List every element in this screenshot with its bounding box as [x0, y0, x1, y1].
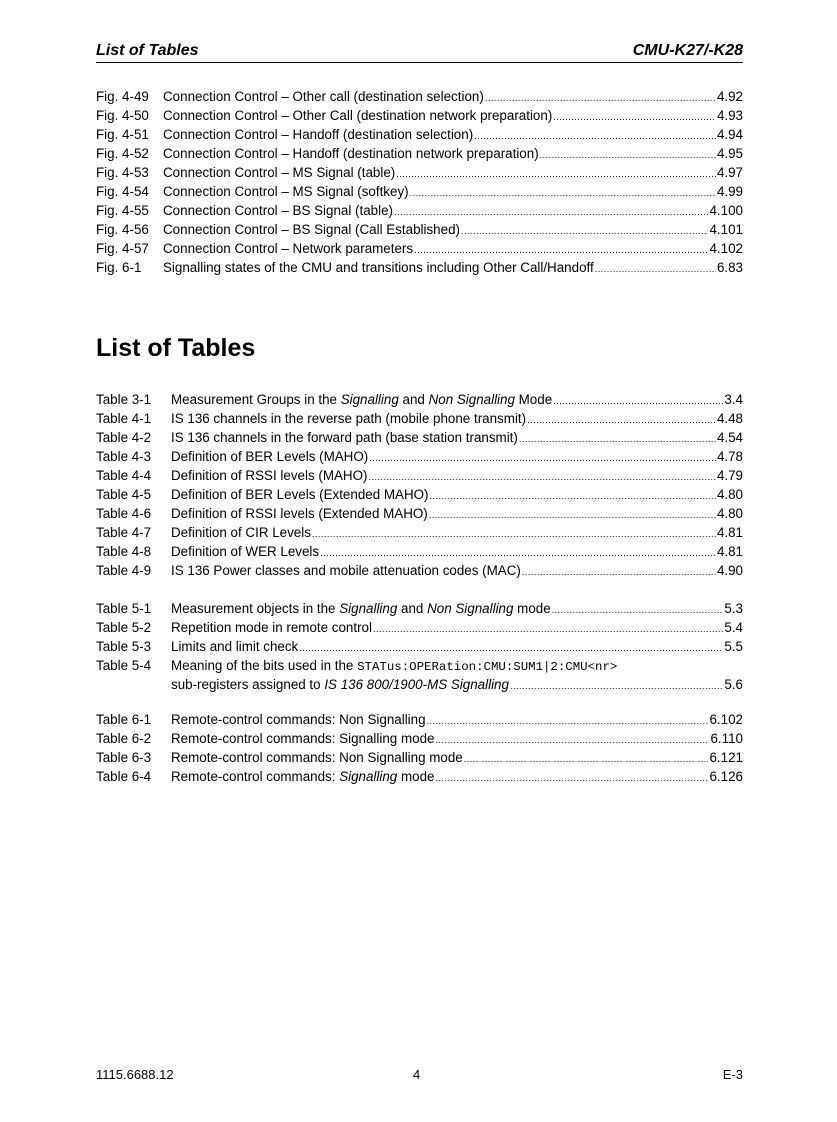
toc-entry[interactable] — [96, 390, 743, 409]
toc-page: 4.81 — [716, 544, 743, 559]
toc-entry[interactable] — [96, 542, 743, 561]
toc-entry[interactable] — [96, 409, 743, 428]
toc-page: 5.3 — [724, 601, 743, 616]
table-list-group-1 — [96, 390, 743, 580]
toc-entry[interactable] — [96, 125, 743, 144]
toc-page: 4.94 — [716, 127, 743, 142]
toc-label: Fig. 4-53 — [96, 165, 149, 180]
toc-title: Connection Control – BS Signal (table) — [163, 203, 394, 218]
toc-label: Table 6-4 — [96, 769, 152, 784]
edition: E-3 — [722, 1067, 743, 1082]
toc-label: Table 4-5 — [96, 487, 152, 502]
toc-page: 4.93 — [716, 108, 743, 123]
toc-entry[interactable] — [96, 599, 743, 618]
toc-title: Definition of BER Levels (Extended MAHO) — [171, 487, 429, 502]
toc-entry[interactable] — [96, 729, 743, 748]
toc-page: 4.92 — [716, 89, 743, 104]
toc-title: Remote-control commands: Non Signalling mode — [171, 750, 463, 765]
toc-title: Limits and limit check — [171, 639, 299, 654]
toc-entry[interactable] — [96, 201, 743, 220]
toc-entry[interactable] — [96, 618, 743, 637]
toc-title: Remote-control commands: Non Signalling — [171, 712, 426, 727]
toc-label: Table 4-4 — [96, 468, 152, 483]
toc-entry-multiline-start[interactable] — [96, 656, 743, 675]
toc-page: 4.90 — [716, 563, 743, 578]
dot-leader — [510, 677, 723, 696]
toc-entry[interactable] — [96, 220, 743, 239]
toc-entry[interactable] — [96, 748, 743, 767]
toc-page: 6.83 — [716, 260, 743, 275]
toc-label: Table 3-1 — [96, 392, 152, 407]
toc-entry[interactable] — [96, 710, 743, 729]
toc-page: 6.126 — [709, 769, 743, 784]
toc-title: Definition of RSSI levels (Extended MAHO) — [171, 506, 428, 521]
header-product: CMU-K27/-K28 — [632, 42, 743, 59]
toc-page: 6.110 — [710, 731, 743, 746]
toc-title: Definition of RSSI levels (MAHO) — [171, 468, 368, 483]
toc-entry[interactable] — [96, 239, 743, 258]
toc-title: Measurement objects in the Signalling and Non Signalling mode — [171, 601, 551, 616]
toc-page: 5.4 — [724, 620, 743, 635]
toc-title: Definition of BER Levels (MAHO) — [171, 449, 369, 464]
toc-title: IS 136 channels in the forward path (base station transmit) — [171, 430, 518, 445]
toc-label: Fig. 4-49 — [96, 89, 149, 104]
toc-page: 4.102 — [709, 241, 743, 256]
toc-page: 4.81 — [716, 525, 743, 540]
toc-label: Table 5-3 — [96, 639, 152, 654]
toc-entry[interactable] — [96, 182, 743, 201]
toc-page: 5.5 — [724, 639, 743, 654]
toc-page: 4.78 — [716, 449, 743, 464]
toc-title: Connection Control – Handoff (destination selection) — [163, 127, 474, 142]
toc-label: Table 4-8 — [96, 544, 152, 559]
figure-list — [96, 87, 743, 277]
toc-entry[interactable] — [96, 428, 743, 447]
header-title: List of Tables — [96, 42, 199, 59]
toc-label: Table 6-2 — [96, 731, 152, 746]
toc-page: 4.101 — [709, 222, 743, 237]
toc-entry[interactable] — [96, 163, 743, 182]
toc-label: Fig. 6-1 — [96, 260, 142, 275]
toc-entry[interactable] — [96, 504, 743, 523]
toc-title: Remote-control commands: Signalling mode — [171, 731, 435, 746]
toc-page: 4.48 — [716, 411, 743, 426]
toc-entry[interactable] — [96, 106, 743, 125]
toc-entry[interactable] — [96, 447, 743, 466]
toc-label: Fig. 4-51 — [96, 127, 149, 142]
toc-page: 6.121 — [709, 750, 743, 765]
toc-title: Remote-control commands: Signalling mode — [171, 769, 435, 784]
toc-page: 6.102 — [709, 712, 743, 727]
toc-entry[interactable] — [96, 637, 743, 656]
toc-page: 5.6 — [724, 677, 743, 692]
toc-title: Signalling states of the CMU and transitions including Other Call/Handoff — [163, 260, 594, 275]
table-list-group-2 — [96, 599, 743, 694]
toc-page: 4.80 — [716, 506, 743, 521]
toc-label: Table 4-7 — [96, 525, 152, 540]
page-number: 4 — [413, 1067, 421, 1082]
toc-page: 4.80 — [716, 487, 743, 502]
toc-label: Table 4-9 — [96, 563, 152, 578]
toc-title: Connection Control – MS Signal (softkey) — [163, 184, 409, 199]
toc-label: Table 5-2 — [96, 620, 152, 635]
toc-entry[interactable] — [96, 523, 743, 542]
toc-title: Definition of CIR Levels — [171, 525, 311, 540]
toc-page: 3.4 — [724, 392, 743, 407]
section-title: List of Tables — [96, 334, 256, 362]
toc-label: Table 5-4 — [96, 658, 152, 673]
dot-leader — [522, 563, 716, 582]
toc-title: Definition of WER Levels — [171, 544, 320, 559]
toc-label: Table 4-2 — [96, 430, 152, 445]
toc-title-line-1: Meaning of the bits used in the STATus:OPERation:CMU:SUM1|2:CMU<nr> — [171, 658, 618, 674]
toc-title: Measurement Groups in the Signalling and Non Signalling Mode — [171, 392, 553, 407]
toc-title: Connection Control – Other call (destination selection) — [163, 89, 484, 104]
toc-page: 4.99 — [716, 184, 743, 199]
toc-title: IS 136 Power classes and mobile attenuation codes (MAC) — [171, 563, 521, 578]
dot-leader — [595, 260, 716, 279]
toc-entry[interactable] — [96, 561, 743, 580]
toc-title: Connection Control – BS Signal (Call Established) — [163, 222, 460, 237]
toc-page: 4.97 — [716, 165, 743, 180]
toc-entry[interactable] — [96, 485, 743, 504]
toc-label: Table 4-1 — [96, 411, 152, 426]
toc-entry[interactable] — [96, 258, 743, 277]
toc-entry[interactable] — [96, 466, 743, 485]
toc-entry[interactable] — [96, 87, 743, 106]
toc-title: Connection Control – Network parameters — [163, 241, 414, 256]
toc-page: 4.79 — [716, 468, 743, 483]
dot-leader — [435, 769, 708, 788]
toc-title: Connection Control – Handoff (destination network preparation) — [163, 146, 539, 161]
toc-title: IS 136 channels in the reverse path (mobile phone transmit) — [171, 411, 527, 426]
toc-label: Fig. 4-52 — [96, 146, 149, 161]
toc-label: Table 5-1 — [96, 601, 152, 616]
toc-title: Connection Control – Other Call (destination network preparation) — [163, 108, 553, 123]
toc-label: Fig. 4-55 — [96, 203, 149, 218]
toc-label: Fig. 4-50 — [96, 108, 149, 123]
toc-label: Table 4-3 — [96, 449, 152, 464]
toc-page: 4.100 — [709, 203, 743, 218]
toc-entry[interactable] — [96, 767, 743, 786]
toc-label: Table 4-6 — [96, 506, 152, 521]
toc-label: Table 6-3 — [96, 750, 152, 765]
toc-label: Table 6-1 — [96, 712, 152, 727]
toc-label: Fig. 4-57 — [96, 241, 149, 256]
toc-page: 4.95 — [716, 146, 743, 161]
toc-page: 4.54 — [716, 430, 743, 445]
toc-entry[interactable] — [96, 144, 743, 163]
toc-title: Repetition mode in remote control — [171, 620, 372, 635]
toc-label: Fig. 4-56 — [96, 222, 149, 237]
toc-title-line-2: sub-registers assigned to IS 136 800/1900-MS Signalling — [171, 677, 509, 692]
page-header — [96, 42, 743, 63]
toc-label: Fig. 4-54 — [96, 184, 149, 199]
table-list-group-3 — [96, 710, 743, 786]
doc-number: 1115.6688.12 — [96, 1067, 174, 1082]
toc-title: Connection Control – MS Signal (table) — [163, 165, 396, 180]
toc-entry-multiline-end[interactable] — [96, 675, 743, 694]
